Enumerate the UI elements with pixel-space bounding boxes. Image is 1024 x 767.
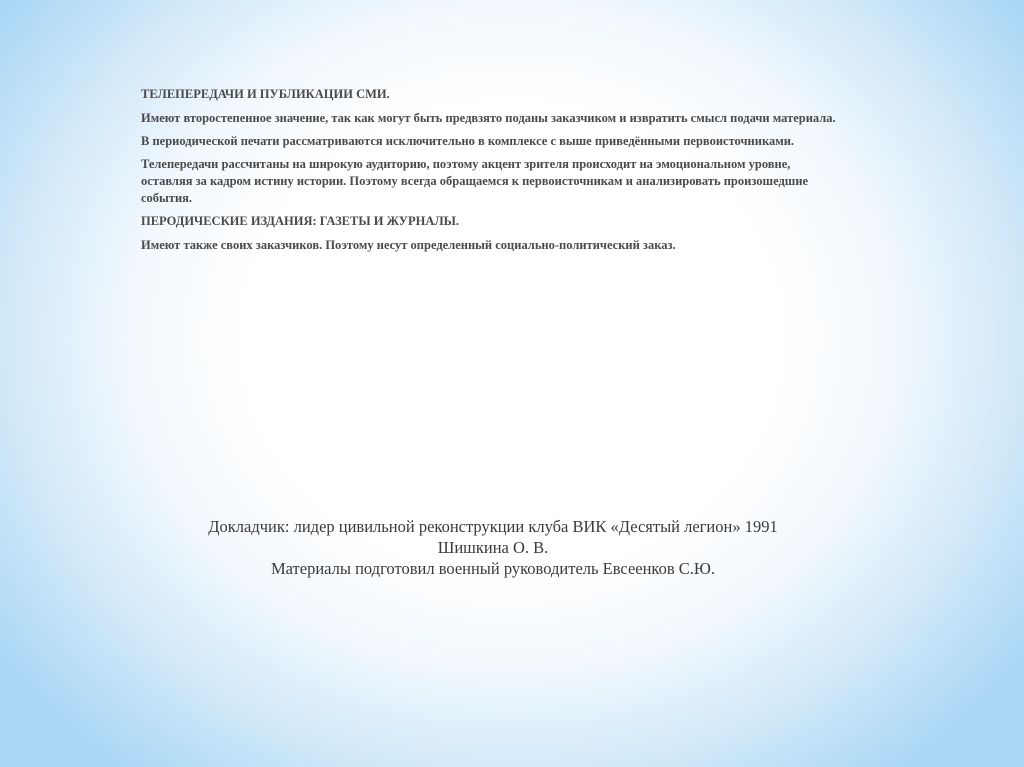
paragraph-customers: Имеют также своих заказчиков. Поэтому несут определенный социально-политический заказ. <box>141 238 676 252</box>
slide-body <box>141 86 841 260</box>
slide-footer <box>0 516 986 579</box>
paragraph-tv-audience: Телепередачи рассчитаны на широкую аудиторию, поэтому акцент зрителя происходит на эмоциональном уровне, оставляя за кадром истину истории. Поэтому всегда обращаемся к первоисточникам и анализировать произошедшие события. <box>141 157 809 205</box>
heading-tv-media: ТЕЛЕПЕРЕДАЧИ И ПУБЛИКАЦИИ СМИ. <box>141 87 390 101</box>
paragraph-secondary-value: Имеют второстепенное значение, так как могут быть предвзято поданы заказчиком и извратить смысл подачи материала. <box>141 111 836 125</box>
footer-speaker: Докладчик: лидер цивильной реконструкции клуба ВИК «Десятый легион» 1991 <box>208 517 778 536</box>
heading-periodicals: ПЕРОДИЧЕСКИЕ ИЗДАНИЯ: ГАЗЕТЫ И ЖУРНАЛЫ. <box>141 214 460 228</box>
paragraph-periodicals: В периодической печати рассматриваются исключительно в комплексе с выше приведёнными первоисточниками. <box>141 134 795 148</box>
footer-author: Шишкина О. В. <box>437 538 549 557</box>
footer-prepared-by: Материалы подготовил военный руководитель Евсеенков С.Ю. <box>270 559 715 578</box>
